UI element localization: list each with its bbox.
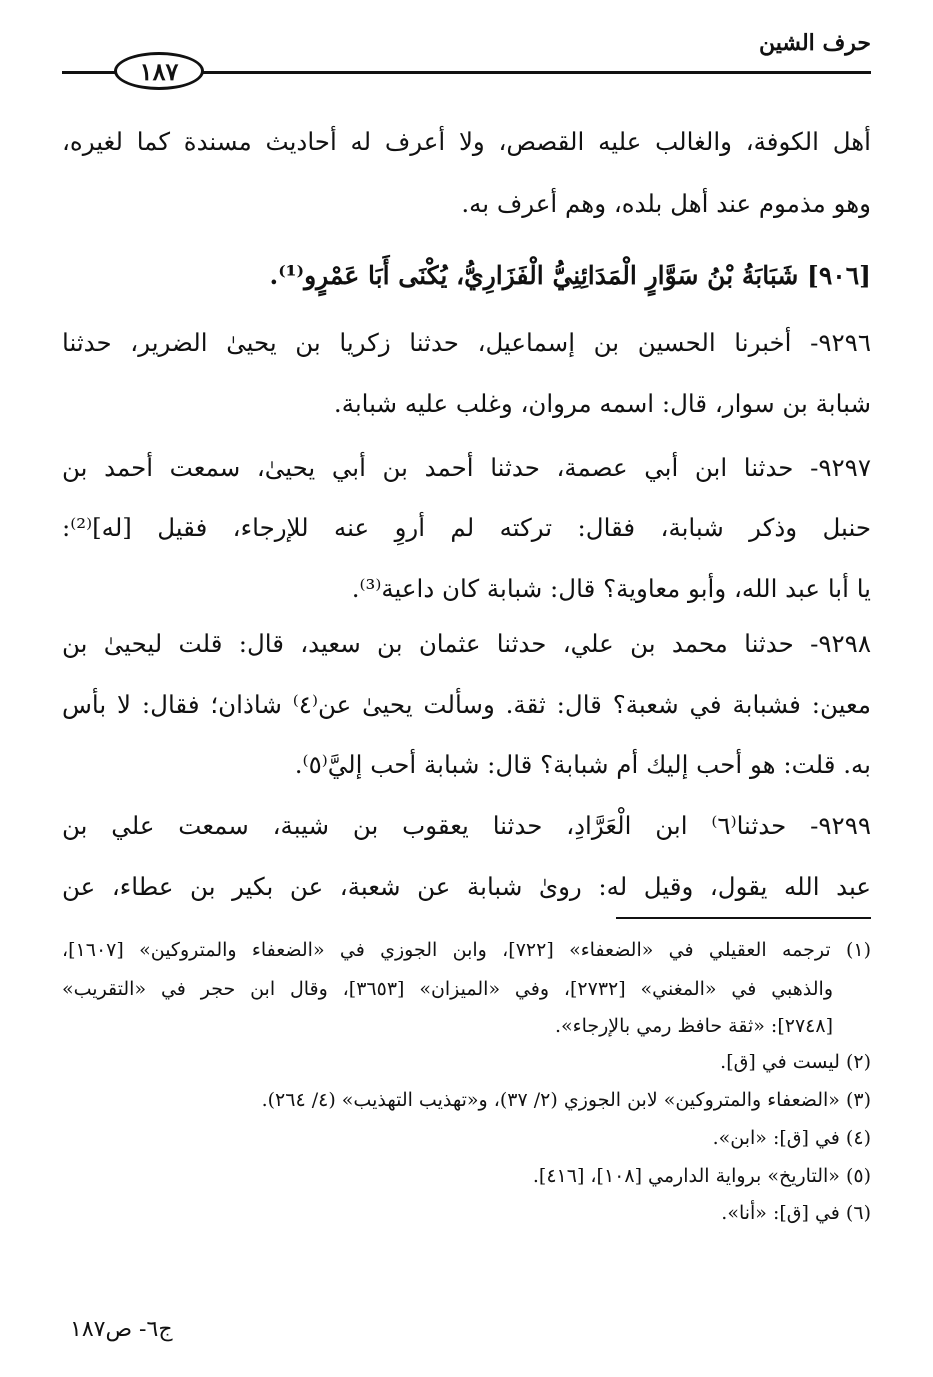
entry-heading: [٩٠٦] شَبَابَةُ بْنُ سَوَّارٍ الْمَدَائِنِيُّ الْفَزَارِيُّ، يُكْنَى أَبَا عَمْرٍو⁽¹⁾. bbox=[269, 261, 871, 290]
body-line: معين: فشبابة في شعبة؟ قال: ثقة. وسألت يحيىٰ عن⁽٤⁾ شاذان؛ فقال: لا بأس bbox=[62, 690, 871, 719]
body-line: حنبل وذكر شبابة، فقال: تركته لم أروِ عنه للإرجاء، فقيل [له]⁽²⁾: bbox=[62, 513, 871, 542]
body-line: شبابة بن سوار، قال: اسمه مروان، وغلب عليه شبابة. bbox=[333, 389, 871, 418]
footnote-line: [٢٧٤٨]: «ثقة حافظ رمي بالإرجاء». bbox=[555, 1015, 833, 1037]
footnote-line: (٢) ليست في [ق]. bbox=[720, 1051, 871, 1073]
footnote-rule bbox=[616, 917, 871, 919]
footnote-line: (٣) «الضعفاء والمتروكين» لابن الجوزي (٢/ ٣٧)، و«تهذيب التهذيب» (٤/ ٢٦٤). bbox=[261, 1089, 871, 1111]
footnote-line: (٥) «التاريخ» برواية الدارمي [١٠٨]، [٤١٦]. bbox=[532, 1165, 871, 1187]
body-line: أهل الكوفة، والغالب عليه القصص، ولا أعرف له أحاديث مسندة كما لغيره، bbox=[62, 127, 871, 156]
footnote-line: (٤) في [ق]: «ابن». bbox=[712, 1127, 871, 1149]
footnote-line: والذهبي في «المغني» [٢٧٣٢]، وفي «الميزان» [٣٦٥٣]، وقال ابن حجر في «التقريب» bbox=[62, 978, 833, 1000]
footnote-line: (١) ترجمه العقيلي في «الضعفاء» [٧٢٢]، وابن الجوزي في «الضعفاء والمتروكين» [١٦٠٧]، bbox=[62, 939, 871, 961]
page-number-badge: ١٨٧ bbox=[114, 52, 204, 90]
body-line: به. قلت: هو أحب إليك أم شبابة؟ قال: شبابة أحب إليَّ⁽٥⁾. bbox=[294, 750, 871, 779]
body-line: ٩٢٩٨- حدثنا محمد بن علي، حدثنا عثمان بن سعيد، قال: قلت ليحيىٰ بن bbox=[62, 629, 871, 658]
body-line: ٩٢٩٩- حدثنا⁽٦⁾ ابن الْعَرَّادِ، حدثنا يعقوب بن شيبة، سمعت علي بن bbox=[62, 811, 872, 840]
body-line: عبد الله يقول، وقيل له: روىٰ شبابة عن شعبة، عن بكير بن عطاء، عن bbox=[62, 872, 871, 901]
body-line: وهو مذموم عند أهل بلده، وهم أعرف به. bbox=[461, 189, 871, 218]
footnote-line: (٦) في [ق]: «أنا». bbox=[721, 1202, 871, 1224]
body-line: ٩٢٩٦- أخبرنا الحسين بن إسماعيل، حدثنا زكريا بن يحيىٰ الضرير، حدثنا bbox=[62, 328, 871, 357]
body-line: يا أبا عبد الله، وأبو معاوية؟ قال: شبابة كان داعية⁽³⁾. bbox=[351, 574, 871, 603]
chapter-title: حرف الشين bbox=[758, 30, 871, 56]
body-line: ٩٢٩٧- حدثنا ابن أبي عصمة، حدثنا أحمد بن أبي يحيىٰ، سمعت أحمد بن bbox=[62, 453, 871, 482]
volume-page-reference: ج٦- ص١٨٧ bbox=[70, 1317, 173, 1342]
